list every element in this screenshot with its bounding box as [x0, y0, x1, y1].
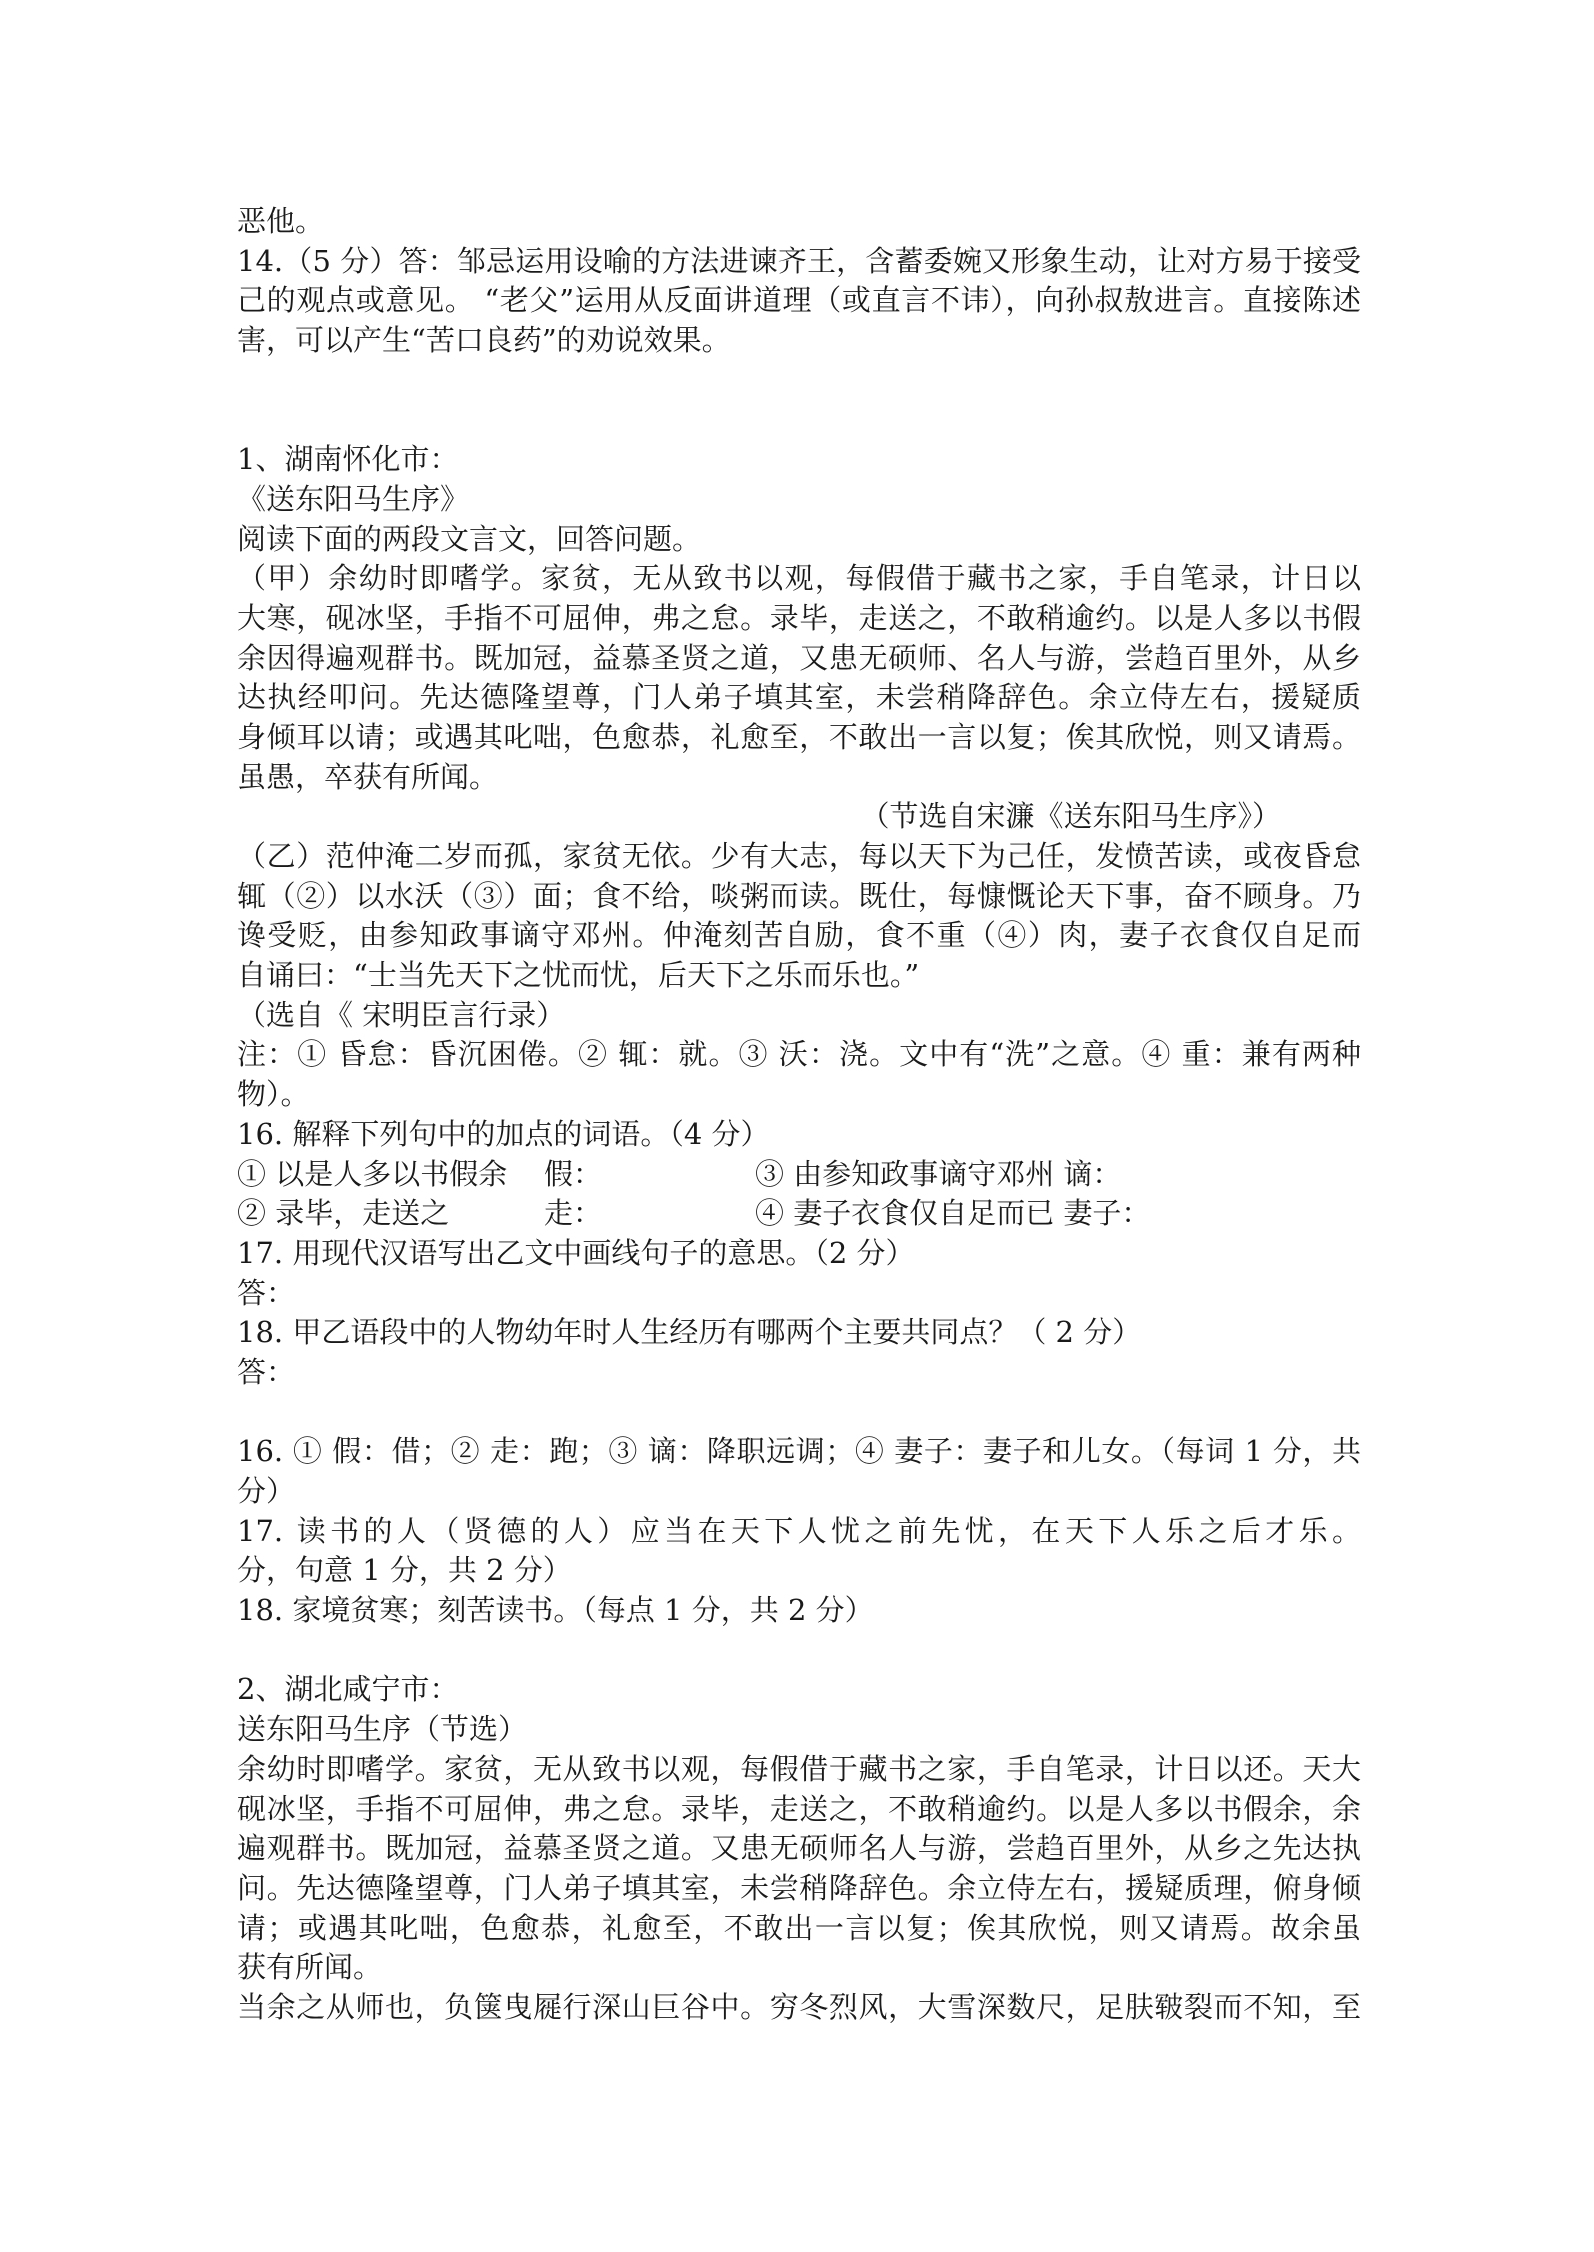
- source-citation: （节选自宋濂《送东阳马生序》）: [860, 799, 1281, 834]
- blank-line: [237, 400, 1361, 440]
- answer-label: 答：: [237, 1354, 296, 1389]
- blank-line: [237, 1631, 1361, 1671]
- text-line: 问。先达德隆望尊，门人弟子填其室，未尝稍降辞色。余立侍左右，援疑质理，俯身倾: [237, 1870, 1361, 1905]
- text-line: 砚冰坚，手指不可屈伸，弗之怠。录毕，走送之，不敢稍逾约。以是人多以书假余，余: [237, 1791, 1361, 1826]
- q16-word: 走：: [544, 1196, 603, 1231]
- passage-title: 《送东阳马生序》: [237, 481, 470, 516]
- text-line: 当余之从师也，负箧曳屣行深山巨谷中。穷冬烈风，大雪深数尺，足肤皲裂而不知，至: [237, 1989, 1361, 2024]
- text-line: 遍观群书。既加冠，益慕圣贤之道。又患无硕师名人与游，尝趋百里外，从乡之先达执: [237, 1831, 1361, 1866]
- answer-16-cont: 分）: [237, 1474, 296, 1508]
- section-heading: 1、湖南怀化市：: [237, 442, 459, 477]
- q16-sentence: ③ 由参知政事谪守邓州 谪：: [755, 1156, 1122, 1191]
- instruction: 阅读下面的两段文言文，回答问题。: [237, 521, 702, 556]
- text-line: 获有所闻。: [237, 1950, 383, 1985]
- text-line: 达执经叩问。先达德隆望尊，门人弟子填其室，未尝稍降辞色。余立侍左右，援疑质: [237, 680, 1361, 715]
- q16-row-1: [237, 1155, 1361, 1195]
- q16-sentence: ④ 妻子衣食仅自足而已 妻子：: [755, 1196, 1151, 1231]
- text-line: 请；或遇其叱咄，色愈恭，礼愈至，不敢出一言以复；俟其欣悦，则又请焉。故余虽: [237, 1910, 1361, 1945]
- text-line: 谗受贬，由参知政事谪守邓州。仲淹刻苦自励，食不重（④）肉，妻子衣食仅自足而: [237, 918, 1361, 953]
- answer-18: 18. 家境贫寒；刻苦读书。（每点 1 分，共 2 分）: [237, 1593, 874, 1628]
- answer-17-cont: 分，句意 1 分，共 2 分）: [237, 1553, 572, 1588]
- text-line: （乙）范仲淹二岁而孤，家贫无依。少有大志，每以天下为己任，发愤苦读，或夜昏怠: [237, 839, 1361, 873]
- question-18: 18. 甲乙语段中的人物幼年时人生经历有哪两个主要共同点？（ 2 分）: [237, 1315, 1142, 1350]
- answer-16: 16. ① 假：借；② 走：跑；③ 谪：降职远调；④ 妻子：妻子和儿女。（每词 1 分，共: [237, 1434, 1361, 1469]
- passage-title: 送东阳马生序（节选）: [237, 1712, 528, 1747]
- text-line: （甲）余幼时即嗜学。家贫，无从致书以观，每假借于藏书之家，手自笔录，计日以: [237, 561, 1361, 596]
- text-line: 大寒，砚冰坚，手指不可屈伸，弗之怠。录毕，走送之，不敢稍逾约。以是人多以书假: [237, 600, 1361, 635]
- blank-line: [237, 1393, 1361, 1433]
- text-line: 余因得遍观群书。既加冠，益慕圣贤之道，又患无硕师、名人与游，尝趋百里外，从乡: [237, 640, 1361, 675]
- notes-line: 注：① 昏怠：昏沉困倦。② 辄：就。③ 沃：浇。文中有“洗”之意。④ 重：兼有两种: [237, 1037, 1361, 1072]
- answer-17: 17. 读书的人（贤德的人）应当在天下人忧之前先忧，在天下人乐之后才乐。: [237, 1513, 1361, 1548]
- notes-line: 物）。: [237, 1077, 310, 1112]
- text-line: 14.（5 分）答：邹忌运用设喻的方法进谏齐王，含蓄委婉又形象生动，让对方易于接受: [237, 243, 1361, 278]
- blank-line: [237, 361, 1361, 401]
- question-16: 16. 解释下列句中的加点的词语。（4 分）: [237, 1116, 770, 1151]
- q16-sentence: ② 录毕，走送之: [237, 1196, 450, 1231]
- answer-label: 答：: [237, 1275, 296, 1310]
- q16-sentence: ① 以是人多以书假余: [237, 1156, 508, 1191]
- text-line: 身倾耳以请；或遇其叱咄，色愈恭，礼愈至，不敢出一言以复；俟其欣悦，则又请焉。: [237, 719, 1361, 754]
- source-citation: （选自《 宋明臣言行录）: [237, 997, 566, 1032]
- text-line: 辄（②）以水沃（③）面；食不给，啖粥而读。既仕，每慷慨论天下事，奋不顾身。乃: [237, 878, 1361, 913]
- text-line: 自诵曰：“士当先天下之忧而忧，后天下之乐而乐也。”: [237, 958, 920, 993]
- text-line: 余幼时即嗜学。家贫，无从致书以观，每假借于藏书之家，手自笔录，计日以还。天大: [237, 1751, 1361, 1786]
- text-line: 虽愚，卒获有所闻。: [237, 759, 499, 794]
- text-line: 恶他。: [237, 204, 325, 238]
- text-line: 己的观点或意见。 “老父”运用从反面讲道理（或直言不讳），向孙叔敖进言。直接陈述: [237, 283, 1361, 318]
- question-17: 17. 用现代汉语写出乙文中画线句子的意思。（2 分）: [237, 1235, 915, 1270]
- q16-row-2: [237, 1194, 1361, 1234]
- section-heading: 2、湖北咸宁市：: [237, 1672, 459, 1707]
- text-line: 害，可以产生“苦口良药”的劝说效果。: [237, 323, 731, 358]
- q16-word: 假：: [544, 1156, 603, 1191]
- document-page: [237, 202, 1361, 2028]
